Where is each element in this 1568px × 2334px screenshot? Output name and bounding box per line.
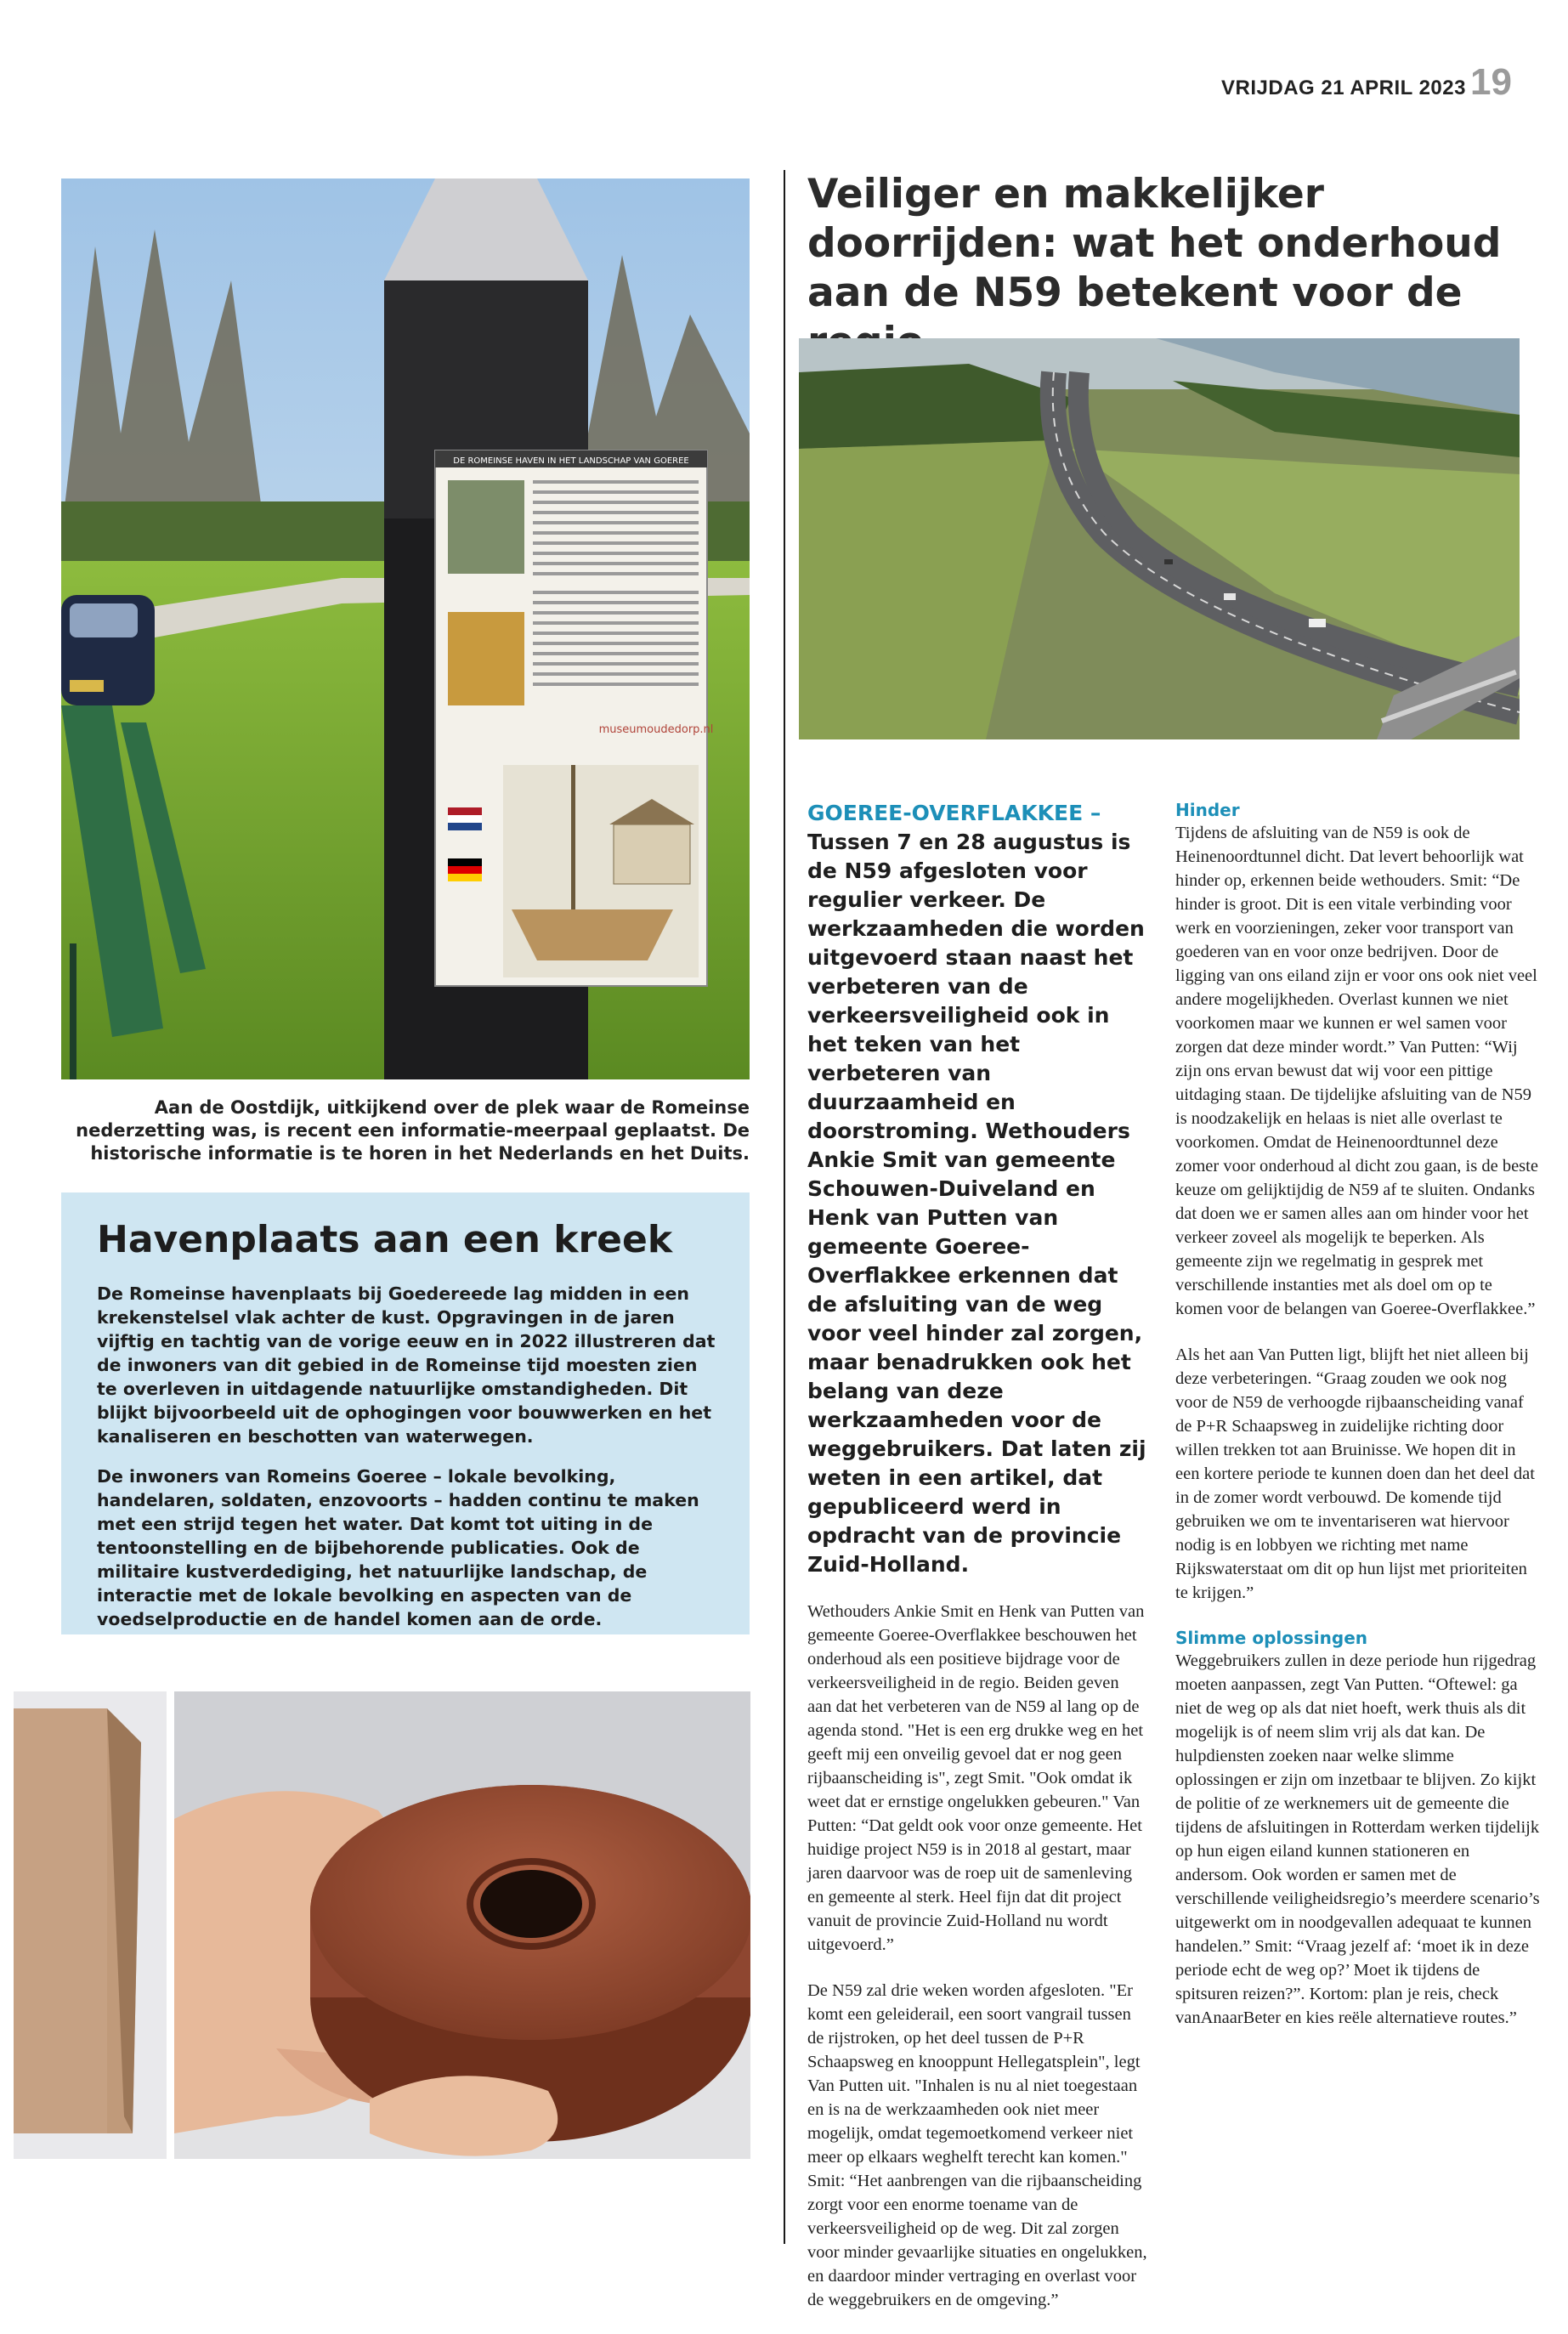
body-paragraph: Tijdens de afsluiting van de N59 is ook de Heinenoordtunnel dicht. Dat levert behoorlijk wat hinder op, erkennen beide wethouders. Smit: “De hinder is groot. Dit is een vitale verbinding voor werk en voorzieningen, zeker voor transport van goederen van en voor onze bedrijven. Door de ligging van ons eiland zijn er voor ons ook niet veel andere mogelijkheden. Overlast kunnen we niet voorkomen maar we kunnen er wel samen voor zorgen dat deze minder wordt.” Van Putten: “Wij zijn ons ervan bewust dat wij voor een pittige uitdaging staan. De tijdelijke afsluiting van de N59 is noodzakelijk en helaas is niet alle overlast te voorkomen. Omdat de Heinenoordtunnel deze zomer voor onderhoud al dicht zou gaan, is de beste keuze om gelijktijdig de N59 af te sluiten. Ondanks dat doen we er samen alles aan om hinder voor het verkeer zoveel als mogelijk te beperken. Als gemeente zijn we regelmatig in gesprek met verschillende instanties met als doel om op te komen voor de belangen van Goeree-Overflakkee.” xyxy=(1175,824,1538,1318)
body-paragraph: Weggebruikers zullen in deze periode hun rijgedrag moeten aanpassen, zegt Van Putten. “Oftewel: ga niet de weg op als dat niet hoeft, werk thuis als dit mogelijk is of neem slim vrij als dat kan. De hulpdiensten zoeken naar welke slimme oplossingen er zijn om inzetbaar te blijven. Zo kijkt de politie of ze werknemers uit de gemeente die tijdens de afsluitingen in Rotterdam werken tijdelijk op hun eigen eiland kunnen stationeren en andersom. Ook worden er samen met de verschillende veiligheidsregio’s meerdere scenario’s uitgewerkt om in noodgevallen adequaat te kunnen handelen.” Smit: “Vraag jezelf af: ‘moet ik in deze periode echt de weg op?’ Moet ik tijdens de spitsuren reizen?”. Kortom: plan je reis, check vanAnaarBeter en kies reële alternatieve routes.” xyxy=(1175,1651,1540,2027)
box-paragraph-1: De Romeinse havenplaats bij Goedereede lag midden in een krekenstelsel vlak achter de kust. Opgravingen in de jaren vijftig en tachtig van de vorige eeuw en in 2022 illustreren dat de inwoners van dit gebied in de Romeinse tijd moesten zien te overleven in uitdagende natuurlijke omstandigheden. Dit blijkt bijvoorbeeld uit de ophogingen voor bouwwerken en het kanaliseren en beschotten van waterwegen. xyxy=(97,1283,716,1447)
page-number: 19 xyxy=(1470,61,1512,103)
photo-roof-tile xyxy=(14,1691,167,2159)
issue-date: VRIJDAG 21 APRIL 2023 xyxy=(1221,76,1466,99)
dateline: GOEREE-OVERFLAKKEE – xyxy=(807,801,1101,825)
subhead-hinder: Hinder xyxy=(1175,800,1240,820)
photo-n59-aerial xyxy=(799,338,1520,739)
article-title: Veiliger en makkelijker doorrijden: wat het onderhoud aan de N59 betekent voor de xyxy=(807,171,1502,316)
sign-url: museumoudedorp.nl xyxy=(598,723,714,736)
box-paragraph-2: De inwoners van Romeins Goeree – lokale bevolking, handelaren, soldaten, enzovoorts – hadden continu te maken met een strijd tegen het water. Dat komt tot uiting in de tentoonstelling en de bijbehorende publicaties. Ook de militaire kustverdediging, het natuurlijke landschap, de interactie met de lokale bevolking en aspecten van de voedselproductie en de handel komen aan de orde. xyxy=(97,1466,699,1629)
info-box xyxy=(61,1192,750,1634)
subhead-slimme-oplossingen: Slimme oplossingen xyxy=(1175,1628,1367,1648)
article-column-middle xyxy=(807,799,1147,2334)
box-title: Havenplaats aan een kreek xyxy=(97,1218,673,1261)
photo-roman-pottery xyxy=(174,1691,750,2159)
parked-car xyxy=(61,595,155,705)
article-column-right xyxy=(1175,799,1541,2052)
body-paragraph: Als het aan Van Putten ligt, blijft het niet alleen bij deze verbeteringen. “Graag zouden we ook nog voor de N59 de verhoogde rijbaanscheiding vanaf de P+R Schaapsweg in zuidelijke richting door willen trekken tot aan Bruinisse. We hopen dit in een kortere periode te kunnen doen dan het deel dat in de zomer wordt verbouwd. De komende tijd gebruiken we om te inventariseren wat hiervoor nodig is en lobbyen we richting met name Rijkswaterstaat om dit op hun lijst met prioriteiten te krijgen.” xyxy=(1175,1345,1535,1602)
body-paragraph: De N59 zal drie weken worden afgesloten. "Er komt een geleiderail, een soort vangrail tussen de rijstroken, op het deel tussen de P+R Schaapsweg en knooppunt Hellegatsplein", legt Van Putten uit. "Inhalen is nu al niet toegestaan en is na de werkzaamheden ook niet meer mogelijk, omdat tegemoetkomend verkeer niet meer op elkaars weghelft terecht kan komen." Smit: “Het aanbrengen van die rijbaanscheiding zorgt voor een enorme toename van de verkeersveiligheid op de weg. Dit zal zorgen voor minder gevaarlijke situaties en ongelukken, en daardoor minder vertraging en overlast voor de weggebruikers en de omgeving.” xyxy=(807,1981,1147,2309)
photo-info-pole xyxy=(61,178,750,1079)
article-lede xyxy=(807,799,1147,1579)
lede-text: Tussen 7 en 28 augustus is de N59 afgesloten voor regulier verkeer. De werkzaamheden die worden uitgevoerd staan naast het verbeteren van de verkeersveiligheid ook in het teken van het verbeteren van duurzaamheid en doorstroming. Wethouders Ankie Smit van gemeente Schouwen-Duiveland en Henk van Putten van gemeente Goeree-Overflakkee erkennen dat de afsluiting van de weg voor veel hinder zal zorgen, maar benadrukken ook het belang van deze werkzaamheden voor de weggebruikers. Dat laten zij weten in een artikel, dat gepubliceerd werd in opdracht van de provincie Zuid-Holland. xyxy=(807,830,1146,1577)
column-divider xyxy=(784,170,785,2244)
photo-caption: Aan de Oostdijk, uitkijkend over de plek waar de Romeinse nederzetting was, is recent een informatie-meerpaal geplaatst. De historische informatie is te horen in het Nederlands en het Duits. xyxy=(76,1097,750,1164)
body-paragraph: Wethouders Ankie Smit en Henk van Putten van gemeente Goeree-Overflakkee beschouwen het onderhoud als een positieve bijdrage voor de verkeersveiligheid in de regio. Beiden geven aan dat het verbeteren van de N59 al lang op de agenda stond. "Het is een erg drukke weg en het geeft mij een onveilig gevoel dat er nog geen rijbaanscheiding is", zegt Smit. "Ook omdat ik weet dat er ernstige ongelukken gebeuren." Van Putten: “Dat geldt ook voor onze gemeente. Het huidige project N59 is in 2018 al gestart, maar jaren daarvoor was de roep uit de samenleving en gemeente al sterk. Heel fijn dat dit project vanuit de provincie Zuid-Holland nu wordt uitgevoerd.” xyxy=(807,1602,1145,1954)
sign-heading: DE ROMEINSE HAVEN IN HET LANDSCHAP VAN GOEREE xyxy=(453,456,689,466)
